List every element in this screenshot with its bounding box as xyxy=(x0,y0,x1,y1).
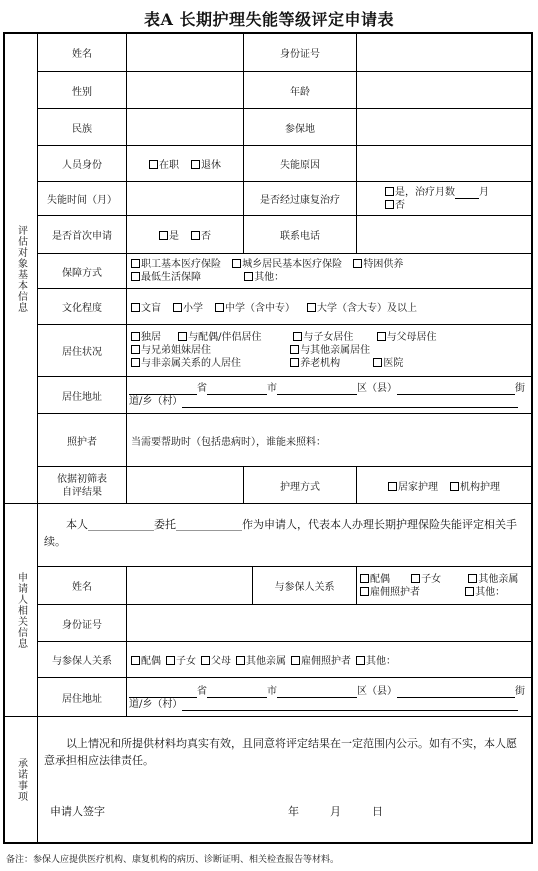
signature-field[interactable] xyxy=(148,801,268,817)
checkbox-icon[interactable] xyxy=(236,656,245,665)
relation-other[interactable]: 其他： xyxy=(465,587,505,598)
identity-label: 人员身份 xyxy=(38,146,127,181)
checkbox-icon[interactable] xyxy=(450,482,459,491)
section-applicant-info-body xyxy=(38,504,531,716)
row-first-phone xyxy=(38,216,531,254)
insurance-option-resident[interactable]: 城乡居民基本医疗保险 xyxy=(232,259,342,270)
identity-options xyxy=(127,146,244,181)
row-entrust xyxy=(38,504,531,567)
checkbox-icon[interactable] xyxy=(131,259,140,268)
living-option-relatives[interactable]: 与其他亲属居住 xyxy=(290,345,370,356)
insurance-option-minimum[interactable]: 最低生活保障 xyxy=(131,271,234,284)
checkbox-icon[interactable] xyxy=(465,587,474,596)
section-promise-body xyxy=(38,717,531,842)
care-mode-label: 护理方式 xyxy=(244,467,357,504)
disability-time-field[interactable] xyxy=(127,182,244,215)
checkbox-icon[interactable] xyxy=(232,259,241,268)
self-eval-label: 依据初筛表 自评结果 xyxy=(38,467,127,504)
checkbox-icon[interactable] xyxy=(131,303,140,312)
form-title: 表A 长期护理失能等级评定申请表 xyxy=(144,10,394,29)
self-eval-field[interactable] xyxy=(127,467,244,504)
rehab-months-blank[interactable] xyxy=(455,188,479,199)
checkbox-icon[interactable] xyxy=(385,187,394,196)
section-applicant-info xyxy=(5,504,531,717)
section-promise-label: 承诺事项 xyxy=(5,717,38,842)
checkbox-icon[interactable] xyxy=(166,656,175,665)
checkbox-icon[interactable] xyxy=(468,574,477,583)
relation-children[interactable]: 子女 xyxy=(411,573,465,586)
rehab-options xyxy=(357,182,531,215)
checkbox-icon[interactable] xyxy=(377,332,386,341)
gender-field[interactable] xyxy=(127,72,244,108)
living-option-children[interactable]: 与子女居住 xyxy=(293,331,373,344)
checkbox-icon[interactable] xyxy=(215,303,224,312)
town-blank[interactable] xyxy=(182,397,518,408)
checkbox-icon[interactable] xyxy=(178,332,187,341)
living-option-non-relatives[interactable]: 与非亲属关系的人居住 xyxy=(131,357,287,370)
relation-options xyxy=(357,567,531,604)
checkbox-icon[interactable] xyxy=(411,574,420,583)
checkbox-icon[interactable] xyxy=(244,272,253,281)
sign-month: 月 xyxy=(330,805,341,818)
address-label: 居住地址 xyxy=(38,377,127,413)
checkbox-icon[interactable] xyxy=(159,231,168,240)
county-blank[interactable] xyxy=(277,384,357,395)
relation-relatives[interactable]: 其他亲属 xyxy=(468,574,518,585)
applicant-name-label: 姓名 xyxy=(38,567,127,604)
gender-label: 性别 xyxy=(38,72,127,108)
checkbox-icon[interactable] xyxy=(131,332,140,341)
care-mode-options xyxy=(357,467,531,504)
living-options xyxy=(127,325,531,376)
footnote: 备注：参保人应提供医疗机构、康复机构的病历、诊断证明、相关检查报告等材料。 xyxy=(6,855,340,865)
relation2-spouse[interactable]: 配偶 xyxy=(131,652,161,667)
checkbox-icon[interactable] xyxy=(290,358,299,367)
row-self-eval xyxy=(38,467,531,504)
row-applicant-relation xyxy=(38,642,531,678)
disability-time-label: 失能时间（月） xyxy=(38,182,127,215)
form-frame xyxy=(3,32,533,844)
checkbox-icon[interactable] xyxy=(191,231,200,240)
rehab-option-no[interactable]: 否 xyxy=(385,199,489,212)
care-mode-institution[interactable]: 机构护理 xyxy=(450,478,500,493)
checkbox-icon[interactable] xyxy=(360,587,369,596)
street-blank[interactable] xyxy=(397,687,515,698)
section-basic-info-label: 评估对象基本信息 xyxy=(5,34,38,503)
city-blank[interactable] xyxy=(207,687,267,698)
row-caregiver xyxy=(38,414,531,467)
insurance-option-employee[interactable]: 职工基本医疗保险 xyxy=(131,259,221,270)
checkbox-icon[interactable] xyxy=(290,345,299,354)
checkbox-icon[interactable] xyxy=(173,303,182,312)
applicant-id-field[interactable] xyxy=(127,605,531,641)
care-mode-home[interactable]: 居家护理 xyxy=(388,478,438,493)
checkbox-icon[interactable] xyxy=(191,160,200,169)
age-field[interactable] xyxy=(357,72,531,108)
caregiver-text[interactable]: 当需要帮助时（包括患病时），谁能来照料： xyxy=(131,436,326,448)
insurance-option-other[interactable]: 其他： xyxy=(244,272,284,283)
living-option-parents[interactable]: 与父母居住 xyxy=(377,332,437,343)
checkbox-icon[interactable] xyxy=(131,358,140,367)
address-field[interactable]: 省 市 区（县） 街 道/乡（村） xyxy=(129,383,525,407)
checkbox-icon[interactable] xyxy=(291,656,300,665)
row-living xyxy=(38,325,531,377)
row-applicant-name xyxy=(38,567,531,605)
insurance-options xyxy=(127,254,531,288)
checkbox-icon[interactable] xyxy=(201,656,210,665)
age-label: 年龄 xyxy=(244,72,357,108)
first-apply-label: 是否首次申请 xyxy=(38,216,127,253)
sign-year: 年 xyxy=(288,805,299,818)
living-option-hospital[interactable]: 医院 xyxy=(373,358,403,369)
ethnicity-label: 民族 xyxy=(38,109,127,145)
applicant-address-label: 居住地址 xyxy=(38,678,127,717)
relation2-hired[interactable]: 雇佣照护者 xyxy=(291,652,351,667)
section-promise xyxy=(5,717,531,842)
first-apply-yes[interactable]: 是 xyxy=(159,227,179,242)
living-option-alone[interactable]: 独居 xyxy=(131,331,175,344)
row-name-id xyxy=(38,34,531,72)
county-blank[interactable] xyxy=(277,687,357,698)
section-basic-info-body xyxy=(38,34,531,503)
street-blank[interactable] xyxy=(397,384,515,395)
first-apply-options xyxy=(127,216,244,253)
id-field[interactable] xyxy=(357,34,531,71)
checkbox-icon[interactable] xyxy=(293,332,302,341)
ethnicity-field[interactable] xyxy=(127,109,244,145)
relation-hired[interactable]: 雇佣照护者 xyxy=(360,586,462,599)
education-option-university[interactable]: 大学（含大专）及以上 xyxy=(307,299,417,314)
first-apply-no[interactable]: 否 xyxy=(191,227,211,242)
education-option-illiterate[interactable]: 文盲 xyxy=(131,299,161,314)
row-applicant-id xyxy=(38,605,531,642)
promise-text: 以上情况和所提供材料均真实有效，且同意将评定结果在一定范围内公示。如有不实，本人愿意承担相应法律责任。 xyxy=(44,737,517,767)
disability-cause-label: 失能原因 xyxy=(244,146,357,181)
id-label: 身份证号 xyxy=(244,34,357,71)
checkbox-icon[interactable] xyxy=(131,656,140,665)
checkbox-icon[interactable] xyxy=(360,574,369,583)
education-label: 文化程度 xyxy=(38,289,127,324)
relation2-options xyxy=(127,642,531,677)
insurance-option-special[interactable]: 特困供养 xyxy=(353,259,403,270)
province-blank[interactable] xyxy=(129,687,197,698)
row-time-rehab xyxy=(38,182,531,216)
relation2-other[interactable]: 其他： xyxy=(356,652,396,667)
checkbox-icon[interactable] xyxy=(388,482,397,491)
sign-day: 日 xyxy=(372,805,383,818)
entrust-text[interactable]: 本人____________委托____________作为申请人，代表本人办理长期护理保险失能评定相关手续。 xyxy=(44,518,517,548)
checkbox-icon[interactable] xyxy=(149,160,158,169)
relation-label: 与参保人关系 xyxy=(253,567,357,604)
signature-label: 申请人签字 xyxy=(50,805,105,818)
rehab-option-yes[interactable]: 是，治疗月数 月 xyxy=(385,186,489,199)
living-label: 居住状况 xyxy=(38,325,127,376)
phone-label: 联系电话 xyxy=(244,216,357,253)
education-option-secondary[interactable]: 中学（含中专） xyxy=(215,299,295,314)
applicant-address-field[interactable]: 省 市 区（县） 街 道/乡（村） xyxy=(129,685,525,710)
checkbox-icon[interactable] xyxy=(131,272,140,281)
city-blank[interactable] xyxy=(207,384,267,395)
row-gender-age xyxy=(38,72,531,109)
checkbox-icon[interactable] xyxy=(131,345,140,354)
relation2-parents[interactable]: 父母 xyxy=(201,652,231,667)
identity-option-employed[interactable]: 在职 xyxy=(149,156,179,171)
name-field[interactable] xyxy=(127,34,244,71)
row-ethnicity-insured xyxy=(38,109,531,146)
province-blank[interactable] xyxy=(129,384,197,395)
checkbox-icon[interactable] xyxy=(356,656,365,665)
insurance-label: 保障方式 xyxy=(38,254,127,288)
row-education xyxy=(38,289,531,325)
insured-place-field[interactable] xyxy=(357,109,531,145)
checkbox-icon[interactable] xyxy=(353,259,362,268)
section-applicant-info-label: 申请人相关信息 xyxy=(5,504,38,716)
checkbox-icon[interactable] xyxy=(385,200,394,209)
section-basic-info xyxy=(5,34,531,504)
relation2-children[interactable]: 子女 xyxy=(166,652,196,667)
applicant-id-label: 身份证号 xyxy=(38,605,127,641)
phone-field[interactable] xyxy=(357,216,531,253)
row-insurance xyxy=(38,254,531,289)
living-option-siblings[interactable]: 与兄弟姐妹居住 xyxy=(131,344,287,357)
rehab-label: 是否经过康复治疗 xyxy=(244,182,357,215)
caregiver-label: 照护者 xyxy=(38,414,127,466)
identity-option-retired[interactable]: 退休 xyxy=(191,156,221,171)
disability-cause-field[interactable] xyxy=(357,146,531,181)
row-identity-cause xyxy=(38,146,531,182)
living-option-spouse[interactable]: 与配偶/伴侣居住 xyxy=(178,331,290,344)
row-address xyxy=(38,377,531,414)
town-blank[interactable] xyxy=(182,700,518,711)
education-options xyxy=(127,289,531,324)
relation2-relatives[interactable]: 其他亲属 xyxy=(236,652,286,667)
insured-place-label: 参保地 xyxy=(244,109,357,145)
row-applicant-address xyxy=(38,678,531,717)
relation2-label: 与参保人关系 xyxy=(38,642,127,677)
relation-spouse[interactable]: 配偶 xyxy=(360,573,408,586)
checkbox-icon[interactable] xyxy=(373,358,382,367)
living-option-nursing-home[interactable]: 养老机构 xyxy=(290,357,370,370)
education-option-primary[interactable]: 小学 xyxy=(173,299,203,314)
applicant-name-field[interactable] xyxy=(127,567,253,604)
checkbox-icon[interactable] xyxy=(307,303,316,312)
name-label: 姓名 xyxy=(38,34,127,71)
